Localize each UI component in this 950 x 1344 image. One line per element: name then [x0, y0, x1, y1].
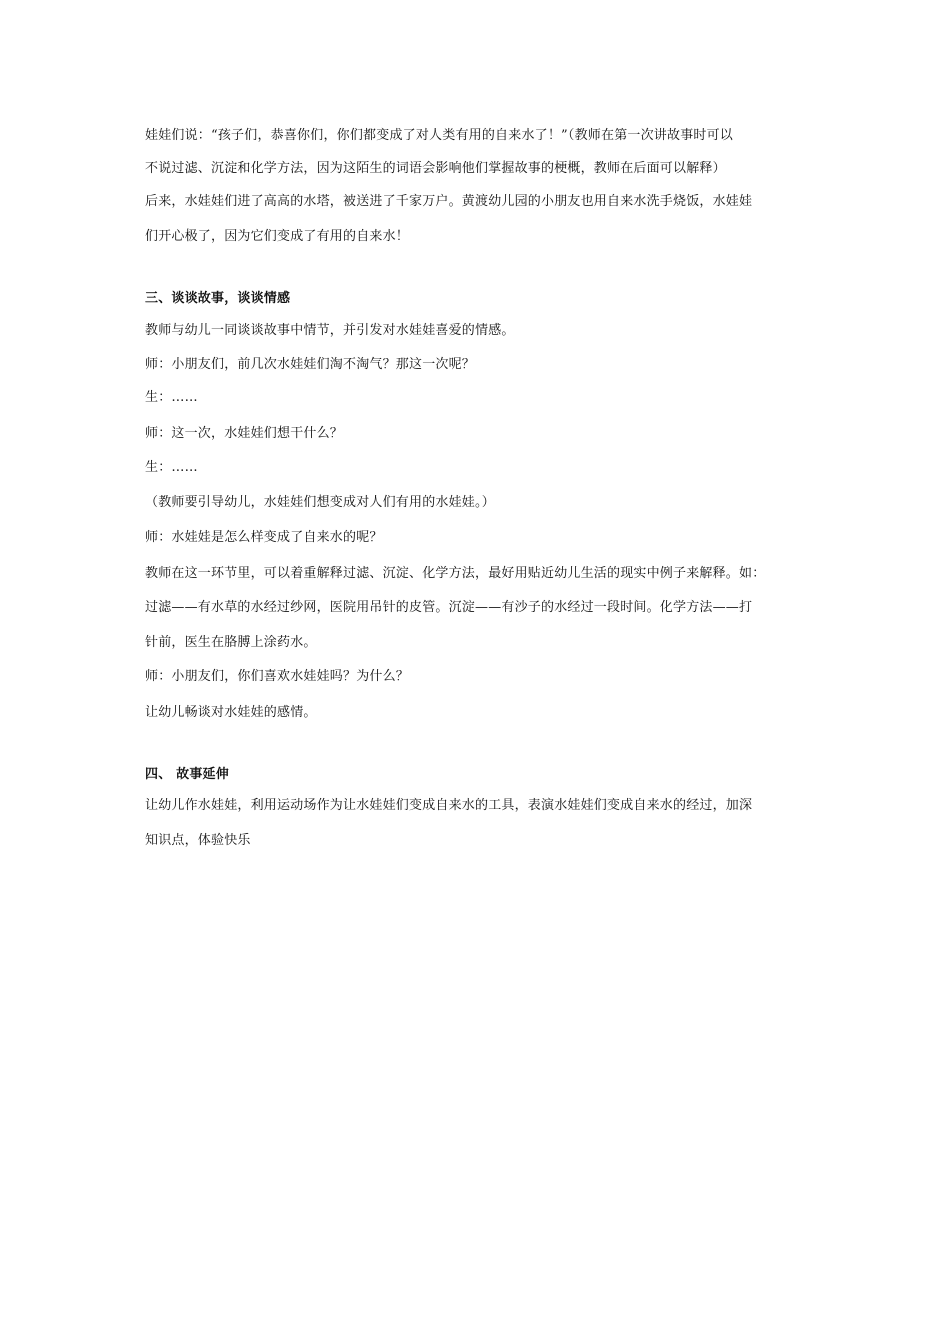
section-3-line: 师：小朋友们，你们喜欢水娃娃吗？为什么？ [145, 669, 410, 684]
section-heading-4: 四、 故事延伸 [145, 767, 229, 782]
section-3-line: 师：水娃娃是怎么样变成了自来水的呢？ [145, 530, 383, 545]
paragraph-line: 不说过滤、沉淀和化学方法，因为这陌生的词语会影响他们掌握故事的梗概，教师在后面可以解释） [145, 161, 726, 176]
section-heading-3: 三、谈谈故事，谈谈情感 [145, 291, 291, 306]
paragraph-line: 后来，水娃娃们进了高高的水塔，被送进了千家万户。黄渡幼儿园的小朋友也用自来水洗手烧饭，水娃娃 [145, 194, 753, 209]
paragraph-line: 们开心极了，因为它们变成了有用的自来水！ [145, 229, 410, 244]
section-3-line: 针前，医生在胳膊上涂药水。 [145, 635, 317, 650]
section-4-line: 知识点，体验快乐 [145, 833, 251, 848]
section-3-line: 过滤——有水草的水经过纱网，医院用吊针的皮管。沉淀——有沙子的水经过一段时间。化学方法——打 [145, 600, 753, 615]
paragraph-line: 娃娃们说：“孩子们，恭喜你们，你们都变成了对人类有用的自来水了！”（教师在第一次讲故事时可以 [145, 128, 733, 143]
section-3-line: 让幼儿畅谈对水娃娃的感情。 [145, 705, 317, 720]
section-3-line: 生：…… [145, 390, 198, 405]
section-3-line: （教师要引导幼儿，水娃娃们想变成对人们有用的水娃娃。） [145, 495, 495, 510]
section-3-line: 教师在这一环节里，可以着重解释过滤、沉淀、化学方法，最好用贴近幼儿生活的现实中例子来解释。如： [145, 566, 766, 581]
section-3-line: 师：小朋友们，前几次水娃娃们淘不淘气？那这一次呢？ [145, 357, 476, 372]
section-3-line: 教师与幼儿一同谈谈故事中情节，并引发对水娃娃喜爱的情感。 [145, 323, 515, 338]
section-3-line: 师：这一次，水娃娃们想干什么？ [145, 426, 344, 441]
section-3-line: 生：…… [145, 460, 198, 475]
section-4-line: 让幼儿作水娃娃，利用运动场作为让水娃娃们变成自来水的工具，表演水娃娃们变成自来水的经过，加深 [145, 798, 753, 813]
